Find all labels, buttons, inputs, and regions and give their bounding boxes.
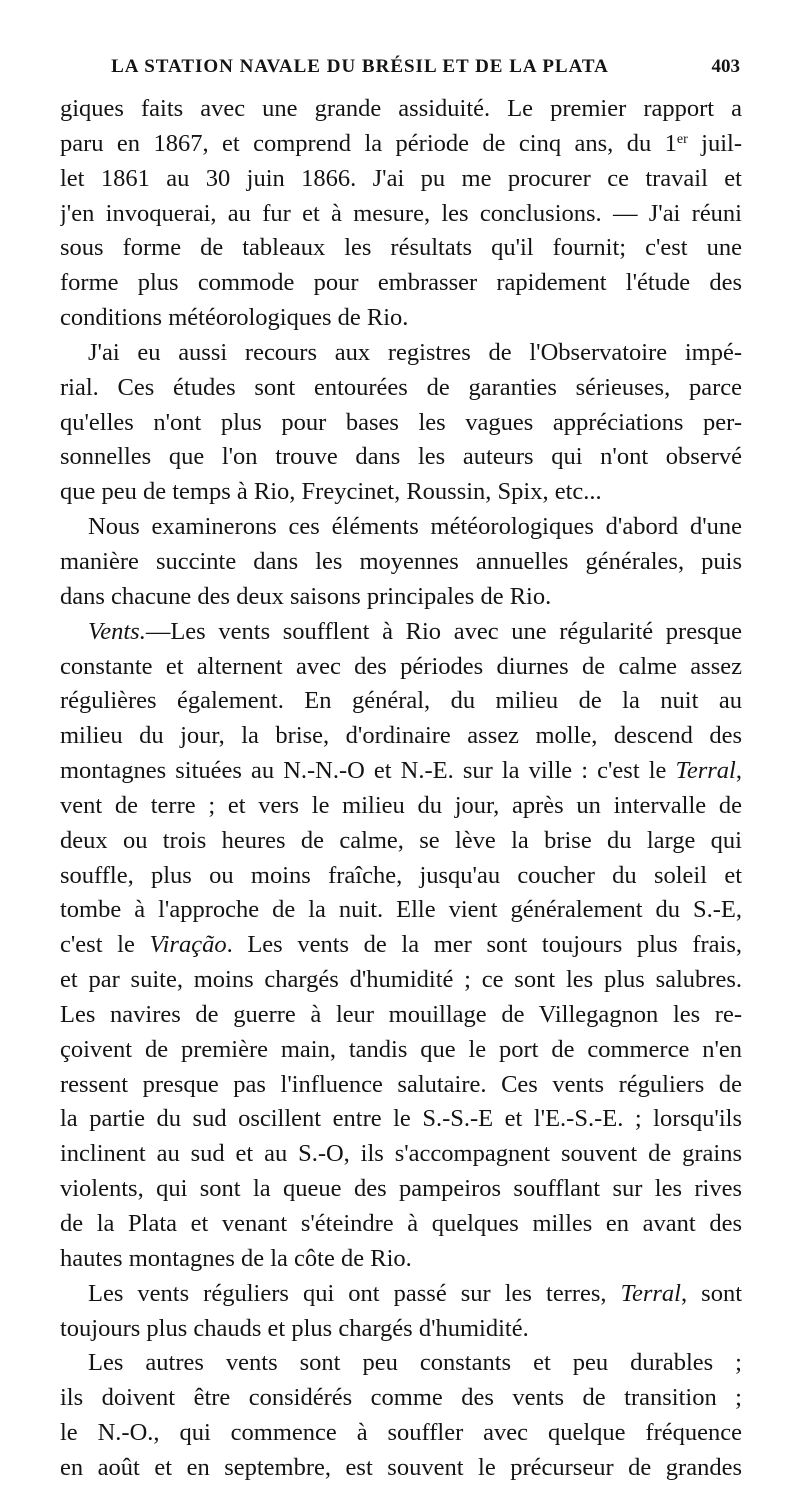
text-line: ils doivent être considérés comme des vents de transition ; — [60, 1384, 742, 1412]
text-line: que peu de temps à Rio, Freycinet, Roussin, Spix, etc... — [60, 478, 602, 506]
text-line: let 1861 au 30 juin 1866. J'ai pu me procurer ce travail et — [60, 164, 742, 192]
text-line: çoivent de première main, tandis que le port de commerce n'en — [60, 1035, 742, 1063]
text-line: qu'elles n'ont plus pour bases les vagues appréciations per- — [60, 408, 742, 436]
text-line: souffle, plus ou moins fraîche, jusqu'au coucher du soleil et — [60, 861, 742, 889]
text-line: constante et alternent avec des périodes diurnes de calme assez — [60, 652, 742, 680]
text-line: ressent presque pas l'influence salutaire. Ces vents réguliers de — [60, 1070, 742, 1098]
text-line: Les navires de guerre à leur mouillage de Villegagnon les re- — [60, 1000, 742, 1028]
text-line: le N.-O., qui commence à souffler avec quelque fréquence — [60, 1419, 742, 1447]
text-line: Les vents réguliers qui ont passé sur les terres, Terral, sont — [88, 1279, 742, 1307]
text-line: en août et en septembre, est souvent le précurseur de grandes — [60, 1453, 742, 1481]
text-line: dans chacune des deux saisons principales de Rio. — [60, 582, 552, 610]
text-line: Vents.—Les vents soufflent à Rio avec une régularité presque — [88, 617, 742, 645]
text-line: deux ou trois heures de calme, se lève la brise du large qui — [60, 826, 742, 854]
text-line: inclinent au sud et au S.-O, ils s'accompagnent souvent de grains — [60, 1140, 742, 1168]
text-line: Les autres vents sont peu constants et peu durables ; — [88, 1349, 742, 1377]
text-line: et par suite, moins chargés d'humidité ; ce sont les plus salubres. — [60, 966, 742, 994]
text-line: violents, qui sont la queue des pampeiros soufflant sur les rives — [60, 1175, 742, 1203]
text-line: de la Plata et venant s'éteindre à quelques milles en avant des — [60, 1210, 742, 1237]
text-line: J'ai eu aussi recours aux registres de l'Observatoire impé- — [88, 338, 742, 366]
text-line: milieu du jour, la brise, d'ordinaire assez molle, descend des — [60, 722, 742, 750]
text-line: conditions météorologiques de Rio. — [60, 304, 409, 332]
text-line: tombe à l'approche de la nuit. Elle vient généralement du S.-E, — [60, 896, 742, 924]
text-line: hautes montagnes de la côte de Rio. — [60, 1244, 412, 1272]
text-line: forme plus commode pour embrasser rapidement l'étude des — [60, 269, 742, 297]
running-title: LA STATION NAVALE DU BRÉSIL ET DE LA PLATA — [111, 56, 609, 77]
page-header — [60, 56, 740, 86]
text-line: vent de terre ; et vers le milieu du jour, après un intervalle de — [60, 791, 742, 819]
text-line: sonnelles que l'on trouve dans les auteurs qui n'ont observé — [60, 443, 742, 471]
page-number: 403 — [711, 56, 740, 77]
body-text — [60, 92, 742, 1486]
text-line: rial. Ces études sont entourées de garanties sérieuses, parce — [60, 373, 742, 401]
text-line: régulières également. En général, du milieu de la nuit au — [60, 687, 742, 715]
superscript: er — [676, 131, 688, 147]
text-line: manière succinte dans les moyennes annuelles générales, puis — [60, 547, 742, 575]
text-line: paru en 1867, et comprend la période de cinq ans, du 1er juil- — [60, 129, 742, 157]
text-line: c'est le Viração. Les vents de la mer sont toujours plus frais, — [60, 931, 742, 959]
text-line: Nous examinerons ces éléments météorologiques d'abord d'une — [88, 513, 742, 541]
text-line: la partie du sud oscillent entre le S.-S.-E et l'E.-S.-E. ; lorsqu'ils — [60, 1105, 742, 1133]
text-line: montagnes situées au N.-N.-O et N.-E. sur la ville : c'est le Terral, — [60, 757, 742, 785]
text-line: toujours plus chauds et plus chargés d'humidité. — [60, 1314, 529, 1342]
text-line: sous forme de tableaux les résultats qu'il fournit; c'est une — [60, 234, 742, 262]
text-line: j'en invoquerai, au fur et à mesure, les conclusions. — J'ai réuni — [60, 199, 742, 227]
text-line: giques faits avec une grande assiduité. Le premier rapport a — [60, 95, 742, 122]
